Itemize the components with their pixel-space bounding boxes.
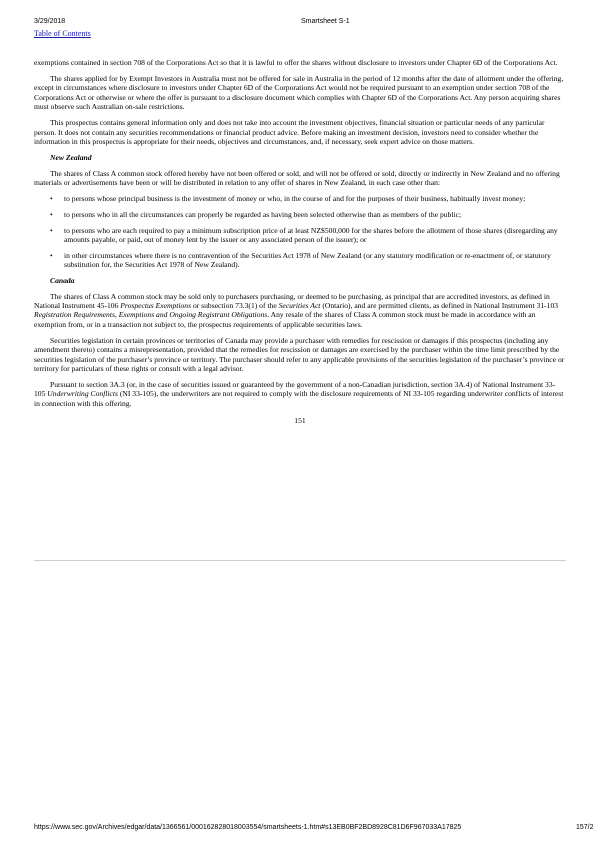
page-body — [34, 58, 566, 426]
paragraph-general-information: This prospectus contains general information only and does not take into account the investment objectives, financial situation or particular needs of any particular person. It does not contain any securities recommendations or financial product advice. Before making an investment decision, investors need to consider whether the information in this prospectus is appropriate for their needs, objectives and circumstances, and, if necessary, seek expert advice on those matters. — [34, 118, 545, 147]
page-number: 151 — [294, 416, 306, 426]
heading-new-zealand: New Zealand — [50, 153, 92, 163]
list-item: • in other circumstances where there is no contravention of the Securities Act 1978 of New Zealand (or any statutory modification or re-enactment of, or statutory substitution for, the Securities Act 1978 of New Zealand). — [50, 250, 551, 270]
new-zealand-bullet-list — [34, 194, 566, 269]
source-url: https://www.sec.gov/Archives/edgar/data/1366561/000162828018003554/smartsheets-1.htm#s13EB0BF2BD8928C81D6F967033A17825 — [34, 824, 462, 831]
heading-canada: Canada — [50, 275, 75, 285]
bullet-icon: • — [50, 210, 53, 220]
paragraph-exempt-investors: The shares applied for by Exempt Investors in Australia must not be offered for sale in Australia in the period of 12 months after the date of allotment under the offering, except in circumstances where disclosure to investors under Chapter 6D of the Corporations Act would not be required pursuant to an exemption under section 708 of the Corporations Act or otherwise or where the offer is pursuant to a disclosure document which complies with Chapter 6D of the Corporations Act. Any person acquiring shares must observe such Australian on-sale restrictions. — [34, 74, 564, 112]
bullet-icon: • — [50, 194, 53, 204]
paragraph-canada-underwriting-conflicts: Pursuant to section 3A.3 (or, in the case of securities issued or guaranteed by the government of a non-Canadian jurisdiction, section 3A.4) of National Instrument 33-105 Underwriting Conflicts (NI 33-105), the underwriters are not required to comply with the disclosure requirements of NI 33-105 regarding underwriter conflicts of interest in connection with this offering. — [34, 380, 564, 408]
bullet-icon: • — [50, 225, 53, 235]
table-of-contents-link[interactable]: Table of Contents — [34, 29, 91, 38]
paragraph-canada-remedies: Securities legislation in certain provinces or territories of Canada may provide a purchaser with remedies for rescission or damages if this prospectus (including any amendment thereto) contains a misrepresentation, provided that the remedies for rescission or damages are exercised by the purchaser within the time limit prescribed by the securities legislation of the purchaser’s province or territory. The purchaser should refer to any applicable provisions of the securities legislation of the purchaser’s province or territory for particulars of these rights or consult with a legal advisor. — [34, 335, 565, 374]
paragraph-exemptions: exemptions contained in section 708 of the Corporations Act so that it is lawful to offer the shares without disclosure to investors under Chapter 6D of the Corporations Act. — [34, 58, 558, 67]
bullet-icon: • — [50, 250, 53, 260]
list-item: • to persons who in all the circumstances can properly be regarded as having been selected otherwise than as members of the public; — [50, 210, 462, 220]
document-title: Smartsheet S-1 — [301, 18, 350, 25]
print-date: 3/29/2018 — [34, 18, 66, 25]
list-item: • to persons whose principal business is the investment of money or who, in the course of and for the purposes of their business, habitually invest money; — [50, 194, 526, 204]
page-divider — [34, 560, 566, 561]
print-page-counter: 157/2 — [576, 824, 594, 831]
paragraph-canada-accredited-investors: The shares of Class A common stock may be sold only to purchasers purchasing, or deemed to be purchasing, as principal that are accredited investors, as defined in National Instrument 45-106 Prospectus Exemptions or subsection 73.3(1) of the Securities Act (Ontario), and are permitted clients, as defined in National Instrument 31-103 Registration Requirements, Exemptions and Ongoing Registrant Obligations. Any resale of the shares of Class A common stock must be made in accordance with an exemption from, or in a transaction not subject to, the prospectus requirements of applicable securities laws. — [34, 291, 559, 329]
list-item: • to persons who are each required to pay a minimum subscription price of at least NZ$500,000 for the shares before the allotment of those shares (disregarding any amounts payable, or paid, out of money lent by the issuer or any associated person of the issuer); or — [50, 225, 558, 245]
paragraph-new-zealand-intro: The shares of Class A common stock offered hereby have not been offered or sold, and will not be offered or sold, directly or indirectly in New Zealand and no offering materials or advertisements have been or will be distributed in relation to any offer of shares in New Zealand, in each case other than: — [34, 169, 560, 188]
